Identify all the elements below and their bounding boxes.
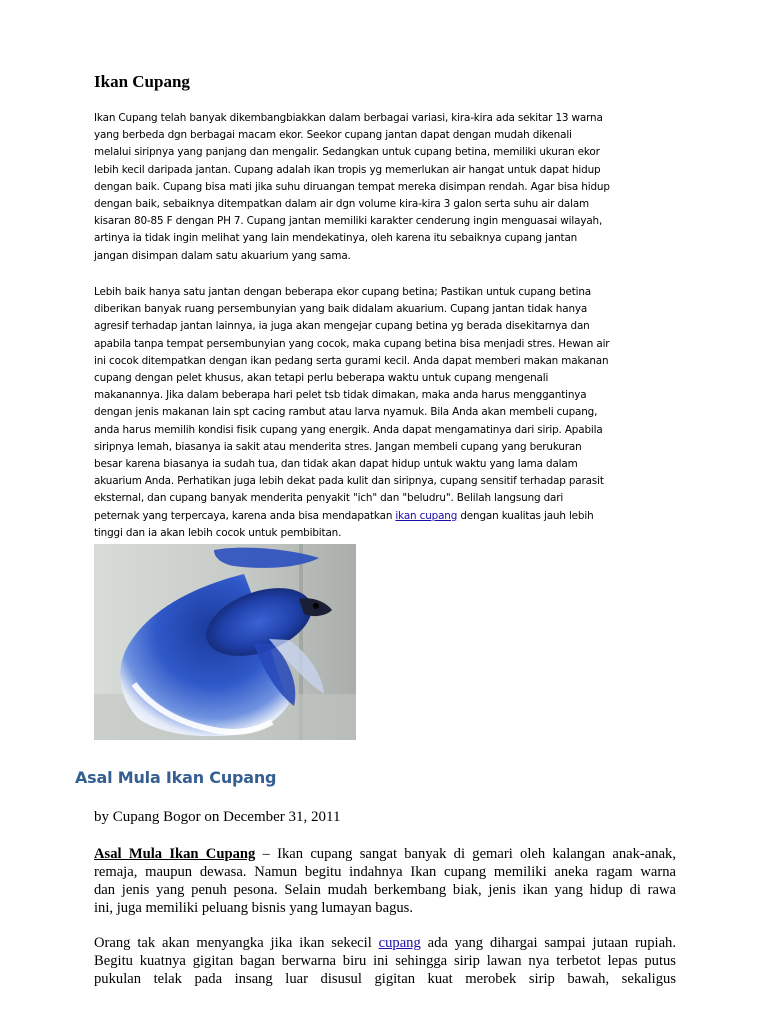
text-line: besar karena biasanya ia sudah tua, dan tidak akan dapat hidup untuk waktu yang lama dalam	[94, 458, 578, 471]
text-segment: Orang tak akan menyangka jika ikan sekecil	[94, 935, 379, 951]
text-line: melalui siripnya yang panjang dan mengalir. Sedangkan untuk cupang betina, memiliki ukuran ekor	[94, 146, 600, 159]
text-line: cupang dengan pelet khusus, akan tetapi perlu beberapa waktu untuk cupang mengenali	[94, 372, 549, 385]
text-line	[94, 934, 676, 952]
text-line: Lebih baik hanya satu jantan dengan beberapa ekor cupang betina; Pastikan untuk cupang betina	[94, 286, 592, 298]
byline: by Cupang Bogor on December 31, 2011	[94, 809, 341, 825]
text-line: dengan jenis makanan lain spt cacing rambut atau larva nyamuk. Bila Anda akan membeli cupang,	[94, 406, 598, 419]
text-line: siripnya lemah, biasanya ia sakit atau menderita stres. Jangan membeli cupang yang berukuran	[94, 440, 582, 453]
paragraph-asal-mula	[94, 845, 676, 917]
text-line: Ikan Cupang telah banyak dikembangbiakkan dalam berbagai variasi, kira-kira ada sekitar 13 warna	[94, 112, 603, 124]
text-line	[94, 508, 676, 525]
betta-fish-photo	[94, 544, 356, 740]
text-line: pukulan telak pada insang luar disusul gigitan kuat merobek sirip bawah, sekaligus	[94, 971, 676, 987]
text-line: dan jenis yang penuh pesona. Selain mudah berkembang biak, jenis ikan yang hidup di rawa	[94, 882, 676, 898]
section-title: Ikan Cupang	[94, 72, 190, 91]
text-line: eksternal, dan cupang banyak menderita penyakit "ich" dan "beludru". Belilah langsung dari	[94, 492, 564, 505]
text-line: apabila tanpa tempat persembunyian yang cocok, maka cupang betina bisa menjadi stres. Hewan air	[94, 337, 610, 350]
paragraph-harga	[94, 934, 676, 988]
text-line	[94, 845, 676, 863]
text-line: ini cocok ditempatkan dengan ikan pedang serta gurami kecil. Anda dapat memberi makan makanan	[94, 354, 609, 367]
text-segment: dengan kualitas jauh lebih	[457, 509, 594, 522]
text-line: lebih kecil daripada jantan. Cupang adalah ikan tropis yg memerlukan air hangat untuk dapat hidup	[94, 163, 601, 176]
text-line: remaja, maupun dewasa. Namun begitu indahnya Ikan cupang memiliki aneka ragam warna	[94, 864, 676, 880]
text-line: ini, juga memiliki peluang bisnis yang lumayan bagus.	[94, 900, 413, 916]
text-segment: ada yang dihargai sampai jutaan rupiah.	[420, 935, 676, 951]
cupang-link[interactable]: cupang	[378, 935, 421, 951]
section-title-asal-mula: Asal Mula Ikan Cupang	[75, 768, 277, 787]
betta-fish-icon	[94, 544, 356, 740]
text-line: agresif terhadap jantan lainnya, ia juga akan mengejar cupang betina yg berada disekitarnya dan	[94, 320, 590, 333]
text-segment: – Ikan cupang sangat banyak di gemari oleh kalangan anak-anak,	[255, 846, 676, 862]
ikan-cupang-link[interactable]: ikan cupang	[395, 509, 458, 522]
article-title-link[interactable]: Asal Mula Ikan Cupang	[94, 846, 256, 862]
text-line: tinggi dan ia akan lebih cocok untuk pembibitan.	[94, 526, 342, 539]
text-line: makanannya. Jika dalam beberapa hari pelet tsb tidak dimakan, maka anda harus menggantinya	[94, 389, 587, 402]
text-line: anda harus memilih kondisi fisik cupang yang energik. Anda dapat mengamatinya dari sirip. Apabila	[94, 423, 603, 436]
text-line: diberikan banyak ruang persembunyian yang baik didalam akuarium. Cupang jantan tidak hanya	[94, 303, 588, 316]
text-line: dengan baik. Cupang bisa mati jika suhu diruangan tempat mereka disimpan rendah. Agar bisa hidup	[94, 180, 610, 193]
text-line: Begitu kuatnya gigitan bagan berwarna biru ini sehingga sirip lawan nya terbetot lepas putus	[94, 953, 676, 969]
paragraph-care	[94, 284, 676, 542]
text-line: artinya ia tidak ingin melihat yang lain mendekatinya, oleh karena itu sebaiknya cupang jantan	[94, 232, 578, 245]
text-segment: peternak yang terpercaya, karena anda bisa mendapatkan	[94, 509, 396, 522]
text-line: dengan baik, sebaiknya ditempatkan dalam air dgn volume kira-kira 3 galon serta suhu air dalam	[94, 198, 590, 211]
text-line: yang berbeda dgn berbagai macam ekor. Seekor cupang jantan dapat dengan mudah dikenali	[94, 129, 572, 142]
paragraph-intro	[94, 110, 676, 265]
text-line: jangan disimpan dalam satu akuarium yang sama.	[94, 249, 351, 262]
text-line: akuarium Anda. Perhatikan juga lebih dekat pada kulit dan siripnya, cupang sensitif terhadap parasit	[94, 475, 604, 488]
text-line: kisaran 80-85 F dengan PH 7. Cupang jantan memiliki karakter cenderung ingin menguasai wilayah,	[94, 215, 603, 228]
